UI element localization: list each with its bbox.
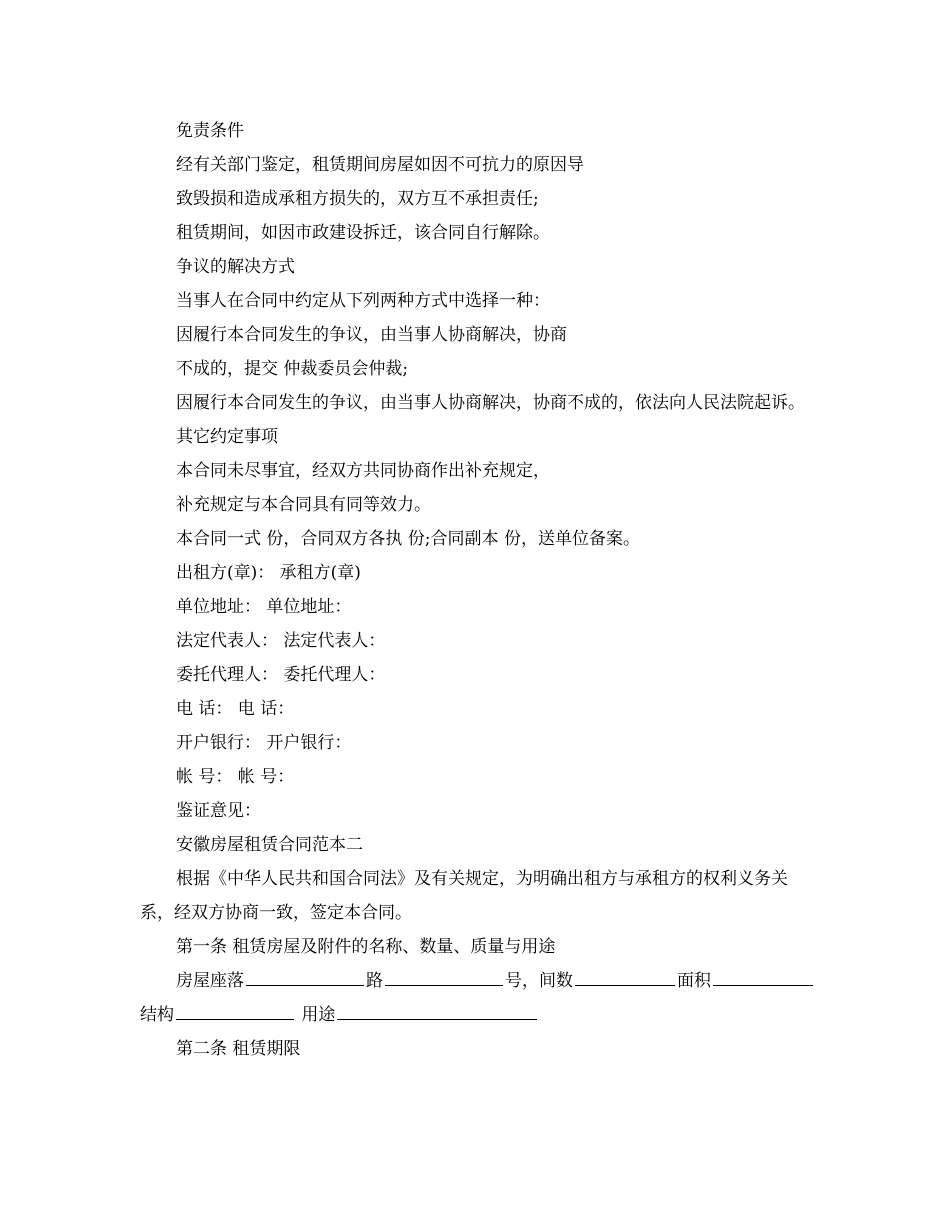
heading-other-terms: 其它约定事项 bbox=[176, 427, 278, 447]
heading-exemption: 免责条件 bbox=[176, 121, 244, 141]
room-count-blank bbox=[575, 967, 675, 986]
heading-dispute: 争议的解决方式 bbox=[176, 257, 295, 277]
paragraph-line: 当事人在合同中约定从下列两种方式中选择一种： bbox=[176, 291, 550, 311]
signature-line-bank: 开户银行： 开户银行： bbox=[176, 733, 352, 753]
signature-line-address: 单位地址： 单位地址： bbox=[176, 597, 352, 617]
usage-label: 用途 bbox=[301, 1005, 336, 1025]
paragraph-line: 本合同未尽事宜，经双方共同协商作出补充规定， bbox=[176, 461, 550, 481]
structure-label: 结构 bbox=[140, 1005, 174, 1025]
paragraph-lawsuit: 因履行本合同发生的争议，由当事人协商解决，协商不成的，依法向人民法院起诉。 bbox=[176, 393, 805, 413]
house-details-line bbox=[140, 964, 820, 1032]
area-label: 面积 bbox=[677, 971, 711, 991]
signature-line-verification: 鉴证意见： bbox=[176, 801, 261, 821]
room-count-label: 号，间数 bbox=[505, 971, 573, 991]
number-blank bbox=[385, 967, 503, 986]
paragraph-line: 租赁期间，如因市政建设拆迁，该合同自行解除。 bbox=[176, 223, 550, 243]
paragraph-line: 致毁损和造成承租方损失的，双方互不承担责任; bbox=[176, 189, 539, 209]
paragraph-line: 经有关部门鉴定，租赁期间房屋如因不可抗力的原因导 bbox=[176, 155, 584, 175]
section-title-template-two: 安徽房屋租赁合同范本二 bbox=[176, 835, 363, 855]
paragraph-line: 因履行本合同发生的争议，由当事人协商解决，协商 bbox=[176, 325, 567, 345]
signature-line-account: 帐 号： 帐 号： bbox=[176, 767, 295, 787]
structure-blank bbox=[176, 1001, 294, 1020]
usage-blank bbox=[337, 1001, 537, 1020]
paragraph-line: 不成的，提交 仲裁委员会仲裁; bbox=[176, 359, 409, 379]
document-body bbox=[140, 114, 820, 1066]
paragraph-line: 本合同一式 份，合同双方各执 份;合同副本 份，送单位备案。 bbox=[176, 529, 640, 549]
signature-line-legal-rep: 法定代表人： 法定代表人： bbox=[176, 631, 386, 651]
area-blank bbox=[713, 967, 813, 986]
paragraph-line: 补充规定与本合同具有同等效力。 bbox=[176, 495, 431, 515]
signature-line-agent: 委托代理人： 委托代理人： bbox=[176, 665, 386, 685]
article-two-title: 第二条 租赁期限 bbox=[176, 1039, 301, 1059]
paragraph-preamble: 根据《中华人民共和国合同法》及有关规定，为明确出租方与承租方的权利义务关系，经双方协商一致，签定本合同。 bbox=[140, 869, 788, 923]
signature-line-lessor: 出租方(章)： 承租方(章) bbox=[176, 563, 361, 583]
house-location-label: 房屋座落 bbox=[176, 971, 244, 991]
road-blank bbox=[246, 967, 364, 986]
road-label: 路 bbox=[366, 971, 383, 991]
signature-line-phone: 电 话： 电 话： bbox=[176, 699, 295, 719]
article-one-title: 第一条 租赁房屋及附件的名称、数量、质量与用途 bbox=[176, 937, 556, 957]
